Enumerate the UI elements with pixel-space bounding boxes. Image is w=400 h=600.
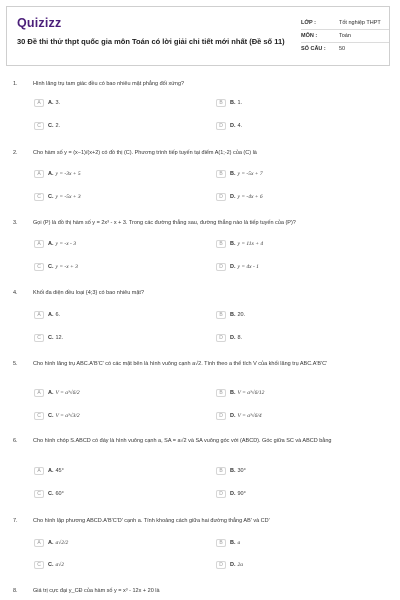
option-a[interactable] — [34, 310, 60, 319]
option-letter-box: D — [216, 561, 226, 569]
option-letter-box: B — [216, 240, 226, 248]
option-label: A. — [48, 170, 54, 177]
option-value: y = -x + 3 — [55, 263, 78, 270]
meta-label: MÔN : — [301, 33, 318, 39]
option-label: C. — [48, 263, 54, 270]
option-value: V = a³√6/12 — [237, 389, 265, 396]
option-value: 60° — [55, 490, 64, 497]
meta-label: LỚP : — [301, 20, 316, 26]
option-label: B. — [230, 389, 236, 396]
question-text: Cho hình lăng trụ ABC.A'B'C' có các mặt bên là hình vuông cạnh a√2. Tính theo a thể tích V của khối lăng trụ ABC.A'B'C' — [33, 361, 328, 367]
meta-value: Tốt nghiệp THPT — [339, 20, 381, 26]
option-letter-box: D — [216, 334, 226, 342]
option-value: y = 11x + 4 — [237, 240, 264, 247]
option-letter-box: A — [34, 99, 44, 107]
option-value: y = -x - 3 — [55, 240, 77, 247]
option-letter-box: A — [34, 240, 44, 248]
option-label: D. — [230, 412, 236, 419]
option-letter-box: B — [216, 99, 226, 107]
option-a[interactable] — [34, 388, 80, 397]
option-label: C. — [48, 561, 54, 568]
question-number: 1. — [13, 81, 18, 87]
option-b[interactable] — [216, 169, 263, 178]
option-letter-box: C — [34, 193, 44, 201]
option-letter-box: D — [216, 122, 226, 130]
option-value: 8. — [237, 334, 243, 341]
option-label: B. — [230, 240, 236, 247]
option-letter-box: A — [34, 170, 44, 178]
option-label: A. — [48, 467, 54, 474]
option-d[interactable] — [216, 192, 263, 201]
option-a[interactable] — [34, 538, 68, 547]
option-value: 2. — [55, 122, 61, 129]
worksheet-header — [6, 6, 390, 66]
option-value: 20. — [237, 311, 246, 318]
option-label: D. — [230, 561, 236, 568]
option-letter-box: B — [216, 467, 226, 475]
option-value: V = a³√3/2 — [55, 412, 80, 419]
option-letter-box: B — [216, 389, 226, 397]
question-number: 5. — [13, 361, 18, 367]
option-b[interactable] — [216, 239, 263, 248]
option-value: y = -4x + 6 — [237, 193, 263, 200]
quizizz-logo: Quizizz — [17, 16, 62, 30]
option-c[interactable] — [34, 560, 64, 569]
question-text: Cho hình lập phương ABCD.A'B'C'D' cạnh a. Tính khoảng cách giữa hai đường thẳng AB' và CD' — [33, 518, 270, 524]
option-d[interactable] — [216, 411, 262, 420]
option-value: y = -3x + 5 — [55, 170, 81, 177]
option-label: D. — [230, 193, 236, 200]
option-value: 12. — [55, 334, 64, 341]
option-a[interactable] — [34, 169, 81, 178]
question-text: Khối đa diện đều loại {4;3} có bao nhiêu mặt? — [33, 290, 145, 296]
option-letter-box: C — [34, 334, 44, 342]
meta-row-class — [301, 17, 389, 30]
option-value: y = 4x - 1 — [237, 263, 259, 270]
option-letter-box: A — [34, 389, 44, 397]
option-value: 4. — [237, 122, 243, 129]
option-d[interactable] — [216, 489, 246, 498]
option-label: D. — [230, 334, 236, 341]
option-value: V = a³√6/2 — [55, 389, 80, 396]
option-value: 6. — [55, 311, 61, 318]
option-label: C. — [48, 334, 54, 341]
option-label: B. — [230, 99, 236, 106]
option-a[interactable] — [34, 98, 60, 107]
option-d[interactable] — [216, 333, 242, 342]
option-letter-box: A — [34, 467, 44, 475]
option-label: B. — [230, 170, 236, 177]
meta-label: SỐ CÂU : — [301, 46, 326, 52]
question-number: 7. — [13, 518, 18, 524]
meta-value: 50 — [339, 46, 346, 52]
question-text: Cho hình chóp S.ABCD có đáy là hình vuông cạnh a, SA = a√2 và SA vuông góc với (ABCD). Góc giữa SC và ABCD bằng — [33, 438, 332, 444]
option-c[interactable] — [34, 121, 60, 130]
option-letter-box: C — [34, 412, 44, 420]
option-d[interactable] — [216, 262, 259, 271]
option-letter-box: A — [34, 539, 44, 547]
option-letter-box: C — [34, 122, 44, 130]
option-b[interactable] — [216, 98, 242, 107]
option-value: a√2 — [55, 561, 65, 568]
meta-row-count — [301, 43, 389, 55]
option-d[interactable] — [216, 560, 243, 569]
option-b[interactable] — [216, 388, 264, 397]
option-c[interactable] — [34, 489, 64, 498]
option-c[interactable] — [34, 411, 80, 420]
option-value: V = a³√6/4 — [237, 412, 262, 419]
option-label: D. — [230, 122, 236, 129]
option-a[interactable] — [34, 239, 76, 248]
option-c[interactable] — [34, 262, 78, 271]
option-label: A. — [48, 240, 54, 247]
option-label: B. — [230, 539, 236, 546]
question-text: Cho hàm số y = (x−1)/(x+2) có đồ thị (C). Phương trình tiếp tuyến tại điểm A(1;-2) của (C) là — [33, 150, 257, 156]
option-value: 2a — [237, 561, 243, 568]
option-label: A. — [48, 99, 54, 106]
option-label: D. — [230, 263, 236, 270]
option-letter-box: C — [34, 263, 44, 271]
option-letter-box: D — [216, 193, 226, 201]
worksheet-meta — [301, 17, 389, 55]
question-text: Giá trị cực đại y_CĐ của hàm số y = x³ - 12x + 20 là — [33, 588, 160, 594]
option-value: 30° — [237, 467, 246, 474]
option-label: A. — [48, 539, 54, 546]
option-c[interactable] — [34, 192, 81, 201]
option-value: a√2/2 — [55, 539, 69, 546]
option-label: C. — [48, 412, 54, 419]
option-label: C. — [48, 193, 54, 200]
question-number: 6. — [13, 438, 18, 444]
option-d[interactable] — [216, 121, 242, 130]
option-c[interactable] — [34, 333, 63, 342]
option-b[interactable] — [216, 538, 240, 547]
option-value: 1. — [237, 99, 243, 106]
option-letter-box: C — [34, 490, 44, 498]
meta-value: Toán — [339, 33, 351, 39]
question-number: 3. — [13, 220, 18, 226]
option-label: C. — [48, 490, 54, 497]
option-label: D. — [230, 490, 236, 497]
option-letter-box: D — [216, 490, 226, 498]
option-letter-box: A — [34, 311, 44, 319]
option-letter-box: B — [216, 311, 226, 319]
worksheet-title: 30 Đề thi thử thpt quốc gia môn Toán có lời giải chi tiết mới nhất (Đề số 11) — [17, 37, 285, 46]
meta-row-subject — [301, 30, 389, 43]
option-value: y = -5x + 7 — [237, 170, 263, 177]
option-a[interactable] — [34, 466, 64, 475]
option-label: A. — [48, 389, 54, 396]
option-letter-box: D — [216, 412, 226, 420]
question-text: Hình lăng trụ tam giác đều có bao nhiêu mặt phẳng đối xứng? — [33, 81, 185, 87]
question-text: Gọi (P) là đồ thị hàm số y = 2x³ - x + 3. Trong các đường thẳng sau, đường thẳng nào là tiếp tuyến của (P)? — [33, 220, 296, 226]
option-b[interactable] — [216, 466, 246, 475]
option-b[interactable] — [216, 310, 245, 319]
question-number: 2. — [13, 150, 18, 156]
question-number: 8. — [13, 588, 18, 594]
question-number: 4. — [13, 290, 18, 296]
option-value: y = -5x + 3 — [55, 193, 81, 200]
option-letter-box: B — [216, 170, 226, 178]
option-label: C. — [48, 122, 54, 129]
option-label: A. — [48, 311, 54, 318]
option-letter-box: D — [216, 263, 226, 271]
option-letter-box: C — [34, 561, 44, 569]
option-label: B. — [230, 467, 236, 474]
option-value: 45° — [55, 467, 64, 474]
option-value: a — [237, 539, 241, 546]
option-label: B. — [230, 311, 236, 318]
option-value: 3. — [55, 99, 61, 106]
option-letter-box: B — [216, 539, 226, 547]
option-value: 90° — [237, 490, 246, 497]
